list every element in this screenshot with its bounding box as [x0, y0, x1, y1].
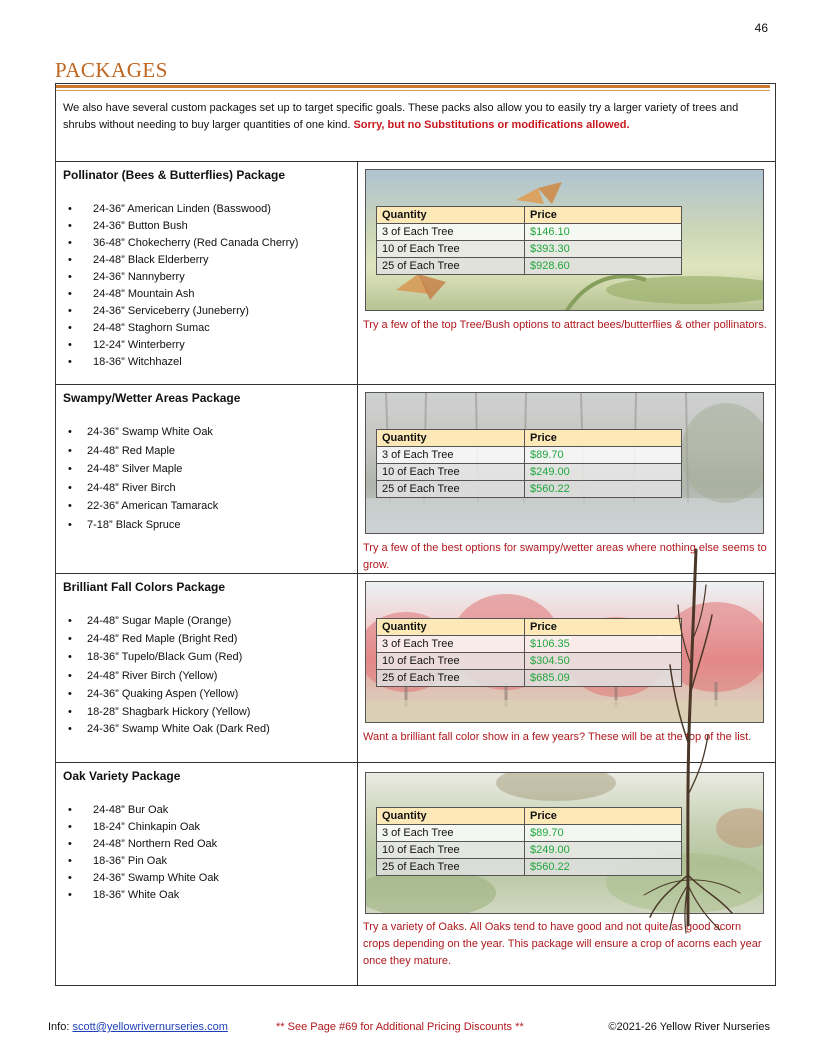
package-note: Try a variety of Oaks. All Oaks tend to have good and not quite as good acorn crops depending on the year. This package will ensure a crop of acorns each year once they mature.	[363, 921, 762, 967]
package-row-oak-variety	[56, 763, 775, 985]
package-row-pollinator	[56, 162, 775, 385]
list-item: • 12-24” Winterberry	[63, 337, 350, 354]
list-item: • 22-36” American Tamarack	[63, 497, 350, 516]
package-items-list	[63, 612, 350, 737]
quantity-cell: 10 of Each Tree	[377, 241, 525, 258]
quantity-header: Quantity	[377, 207, 525, 224]
footer-info-label: Info:	[48, 1021, 73, 1033]
swamp-photo	[365, 392, 764, 534]
price-header: Price	[525, 808, 682, 825]
table-row	[377, 842, 682, 859]
intro-paragraph	[56, 84, 775, 162]
package-pricing	[358, 162, 775, 384]
price-cell: $560.22	[525, 859, 682, 876]
package-title: Oak Variety Package	[63, 769, 181, 783]
pricing-discount-note: ** See Page #69 for Additional Pricing Discounts **	[276, 1021, 524, 1033]
table-row	[377, 670, 682, 687]
price-cell: $685.09	[525, 670, 682, 687]
table-row	[377, 636, 682, 653]
list-item: • 24-36” Button Bush	[63, 218, 350, 235]
butterfly-photo	[365, 169, 764, 311]
price-cell: $249.00	[525, 464, 682, 481]
list-item: • 24-36” American Linden (Basswood)	[63, 201, 350, 218]
list-item: • 36-48” Chokecherry (Red Canada Cherry)	[63, 235, 350, 252]
list-item: • 24-36” Swamp White Oak	[63, 870, 350, 887]
quantity-cell: 25 of Each Tree	[377, 481, 525, 498]
quantity-cell: 25 of Each Tree	[377, 258, 525, 275]
price-cell: $249.00	[525, 842, 682, 859]
no-substitutions-warning: Sorry, but no Substitutions or modifications allowed.	[353, 119, 630, 131]
list-item: • 24-48” River Birch (Yellow)	[63, 667, 350, 685]
price-cell: $393.30	[525, 241, 682, 258]
table-row	[377, 653, 682, 670]
fall-trees-photo	[365, 581, 764, 723]
package-row-fall-colors	[56, 574, 775, 763]
price-header: Price	[525, 430, 682, 447]
price-cell: $304.50	[525, 653, 682, 670]
quantity-cell: 25 of Each Tree	[377, 859, 525, 876]
package-items-list	[63, 802, 350, 904]
list-item: • 24-48” Staghorn Sumac	[63, 320, 350, 337]
list-item: • 24-36” Nannyberry	[63, 269, 350, 286]
copyright-text: ©2021-26 Yellow River Nurseries	[608, 1021, 770, 1033]
quantity-header: Quantity	[377, 808, 525, 825]
table-row	[377, 224, 682, 241]
price-cell: $89.70	[525, 447, 682, 464]
package-row-swampy	[56, 385, 775, 574]
table-row	[377, 258, 682, 275]
acorn-photo	[365, 772, 764, 914]
quantity-cell: 10 of Each Tree	[377, 464, 525, 481]
price-table	[376, 807, 682, 876]
list-item: • 24-48” Black Elderberry	[63, 252, 350, 269]
quantity-header: Quantity	[377, 430, 525, 447]
list-item: • 18-24” Chinkapin Oak	[63, 819, 350, 836]
price-header: Price	[525, 619, 682, 636]
package-pricing	[358, 574, 775, 762]
price-cell: $146.10	[525, 224, 682, 241]
quantity-cell: 10 of Each Tree	[377, 842, 525, 859]
list-item: • 18-36” Witchhazel	[63, 354, 350, 371]
price-table	[376, 206, 682, 275]
package-items-list	[63, 423, 350, 534]
package-title: Pollinator (Bees & Butterflies) Package	[63, 168, 286, 182]
quantity-cell: 3 of Each Tree	[377, 224, 525, 241]
package-contents	[56, 385, 358, 573]
package-pricing	[358, 763, 775, 985]
page-number: 46	[754, 21, 768, 35]
package-contents	[56, 763, 358, 985]
quantity-cell: 3 of Each Tree	[377, 636, 525, 653]
price-cell: $928.60	[525, 258, 682, 275]
list-item: • 24-48” Bur Oak	[63, 802, 350, 819]
table-row	[377, 825, 682, 842]
package-contents	[56, 162, 358, 384]
list-item: • 24-48” Red Maple	[63, 442, 350, 461]
list-item: • 24-48” Silver Maple	[63, 460, 350, 479]
list-item: • 24-48” Red Maple (Bright Red)	[63, 630, 350, 648]
package-contents	[56, 574, 358, 762]
quantity-cell: 10 of Each Tree	[377, 653, 525, 670]
price-cell: $106.35	[525, 636, 682, 653]
list-item: • 24-48” River Birch	[63, 479, 350, 498]
table-row	[377, 859, 682, 876]
list-item: • 24-48” Northern Red Oak	[63, 836, 350, 853]
list-item: • 24-48” Sugar Maple (Orange)	[63, 612, 350, 630]
price-header: Price	[525, 207, 682, 224]
price-table	[376, 618, 682, 687]
price-table	[376, 429, 682, 498]
package-title: Brilliant Fall Colors Package	[63, 580, 226, 594]
list-item: • 18-36” Tupelo/Black Gum (Red)	[63, 648, 350, 666]
package-items-list	[63, 201, 350, 371]
price-cell: $89.70	[525, 825, 682, 842]
table-row	[377, 241, 682, 258]
quantity-cell: 3 of Each Tree	[377, 825, 525, 842]
table-row	[377, 464, 682, 481]
quantity-header: Quantity	[377, 619, 525, 636]
list-item: • 24-36” Swamp White Oak	[63, 423, 350, 442]
package-note: Try a few of the best options for swampy/wetter areas where nothing else seems to grow.	[363, 542, 767, 571]
page-title: PACKAGES	[55, 58, 168, 82]
page-footer	[48, 1021, 770, 1037]
quantity-cell: 3 of Each Tree	[377, 447, 525, 464]
list-item: • 24-48” Mountain Ash	[63, 286, 350, 303]
packages-table	[55, 83, 776, 986]
email-link[interactable]: scott@yellowrivernurseries.com	[72, 1021, 228, 1033]
table-row	[377, 481, 682, 498]
package-title: Swampy/Wetter Areas Package	[63, 391, 241, 405]
list-item: • 24-36” Quaking Aspen (Yellow)	[63, 685, 350, 703]
list-item: • 18-28” Shagbark Hickory (Yellow)	[63, 703, 350, 721]
list-item: • 24-36” Serviceberry (Juneberry)	[63, 303, 350, 320]
price-cell: $560.22	[525, 481, 682, 498]
list-item: • 18-36” Pin Oak	[63, 853, 350, 870]
package-pricing	[358, 385, 775, 573]
package-note: Want a brilliant fall color show in a few years? These will be at the top of the list.	[363, 731, 752, 743]
footer-info	[48, 1021, 228, 1033]
package-note: Try a few of the top Tree/Bush options to attract bees/butterflies & other pollinators.	[363, 319, 767, 331]
quantity-cell: 25 of Each Tree	[377, 670, 525, 687]
list-item: • 18-36” White Oak	[63, 887, 350, 904]
list-item: • 7-18” Black Spruce	[63, 516, 350, 535]
table-row	[377, 447, 682, 464]
intro-text: We also have several custom packages set up to target specific goals. These packs also allow you to easily try a larger variety of trees and shrubs without needing to buy larger quantities of one kind.	[63, 102, 739, 131]
list-item: • 24-36” Swamp White Oak (Dark Red)	[63, 721, 350, 737]
